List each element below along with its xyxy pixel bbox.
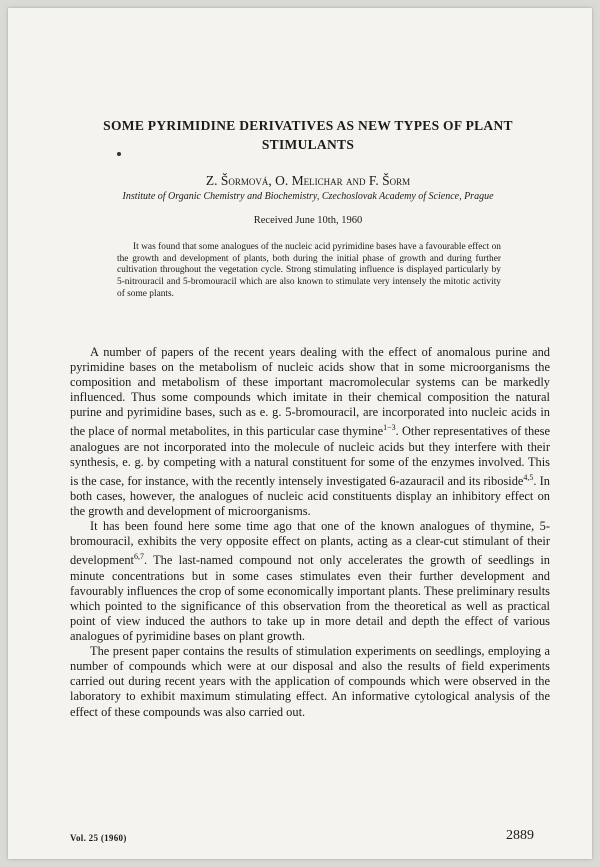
author-affiliation: Institute of Organic Chemistry and Biochemistry, Czechoslovak Academy of Science, Prague — [122, 191, 494, 202]
body-paragraph: A number of papers of the recent years dealing with the effect of anomalous purine and pyrimidine bases on the metabolism of nucleic acids show that in some microorganisms the composition and metabolism of these important macromolecular systems can be markedly influenced. Thus some compounds which imitate in their chemical composition the natural purine and pyrimidine bases, such as e. g. 5-bromouracil, are incorporated into nucleic acids in the place of normal metabolites, in this particular case thymine$^{1-3}$. Other representatives of these analogues are not incorporated into the molecule of nucleic acids but they interfere with their synthesis, e. g. by competing with a natural constituent for some of the enzymes involved. This is the case, for instance, with the recently intensely investigated 6-azauracil and its riboside$^{4,5}$. In both cases, however, the analogues of nucleic acid constituents display an inhibitory effect on the growth and development of microorganisms. — [70, 345, 550, 519]
journal-page — [8, 8, 592, 859]
speck-mark — [117, 152, 121, 156]
article-title: SOME PYRIMIDINE DERIVATIVES AS NEW TYPES OF PLANT STIMULANTS — [103, 118, 513, 152]
received-date: Received June 10th, 1960 — [253, 215, 363, 226]
reference-marker: 4,5 — [523, 472, 534, 482]
article-body — [70, 345, 550, 720]
abstract: It was found that some analogues of the nucleic acid pyrimidine bases have a favourable effect on the growth and development of plants, both during the initial phase of growth and during further cultivation throughout the vegetation cycle. Strong stimulating influence is displayed particularly by 5-nitrouracil and 5-bromouracil which are also known to stimulate very intensely the mitotic activity of some plants. — [117, 242, 501, 299]
page-number: 2889 — [506, 828, 534, 843]
article-authors: Z. Šormová, O. Melichar and F. Šorm — [205, 173, 411, 188]
body-paragraph: The present paper contains the results of stimulation experiments on seedlings, employing a number of compounds which were at our disposal and also the results of field experiments carried out during recent years with the application of compounds which were observed in the laboratory to exhibit maximum stimulating effect. An informative cytological analysis of the effect of these compounds was also carried out. — [70, 644, 550, 719]
reference-marker: 6,7 — [134, 552, 144, 562]
volume-footer: Vol. 25 (1960) — [70, 833, 127, 843]
reference-marker: 1−3 — [383, 423, 396, 433]
body-paragraph: It has been found here some time ago that one of the known analogues of thymine, 5-bromouracil, exhibits the very opposite effect on plants, acting as a clear-cut stimulant of their development$^{6,7}$. The last-named compound not only accelerates the growth of seedlings in minute concentrations but in some cases stimulates even their further development and favourably influences the crop of some economically important plants. These preliminary results which pointed to the significance of this observation from the theoretical as well as practical point of view induced the authors to take up in more detail and depth the effect of various analogues of pyrimidine bases on plant growth. — [70, 519, 550, 644]
